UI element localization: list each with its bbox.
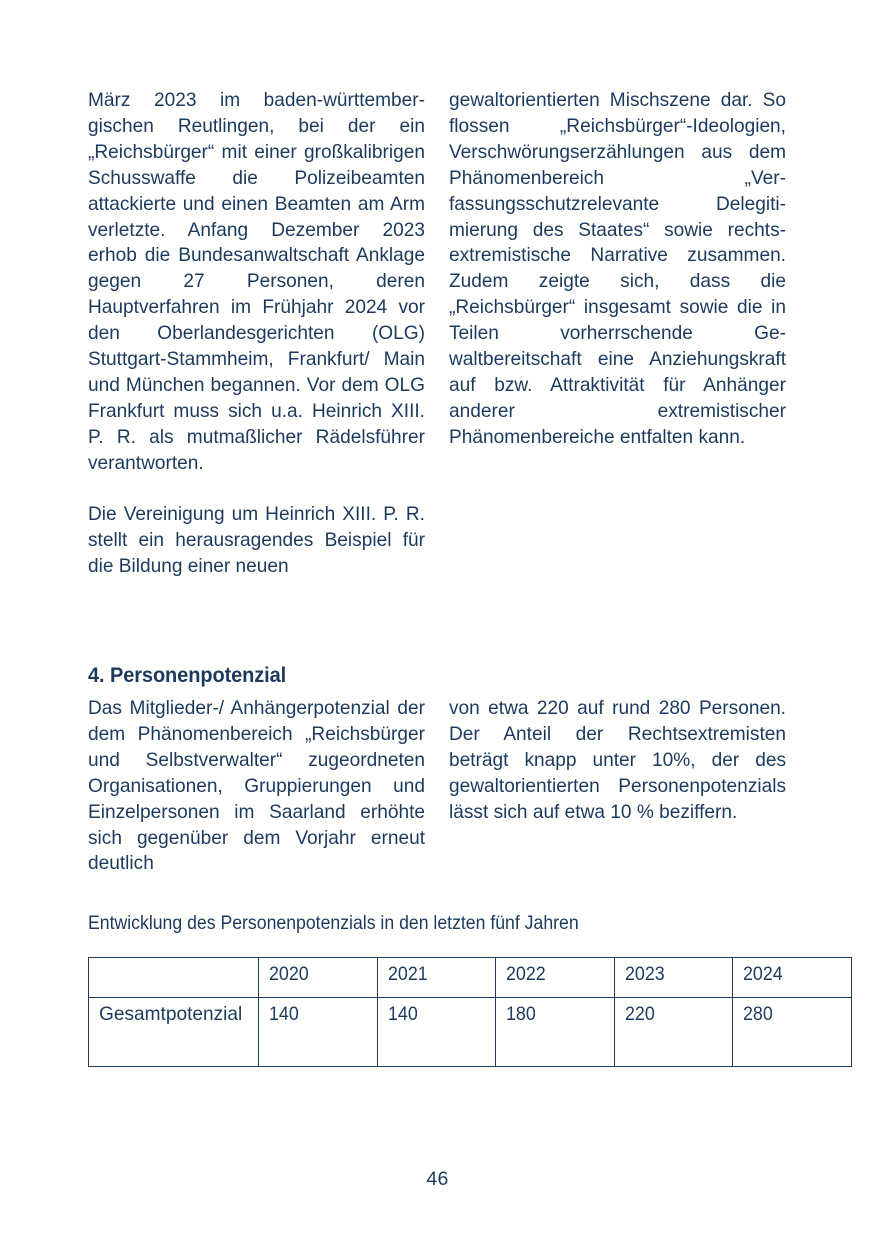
cell-value: 180 (506, 1004, 536, 1025)
table-cell-2020 (259, 998, 378, 1067)
cell-value: 140 (269, 1004, 299, 1025)
table-cell-2021 (377, 998, 496, 1067)
table-header-2024 (733, 958, 852, 998)
section-right-column (449, 696, 786, 877)
section-text-columns (88, 696, 786, 877)
personenpotenzial-table-block (88, 912, 786, 1067)
header-year-label: 2024 (743, 964, 783, 985)
table-cell-2024 (733, 998, 852, 1067)
paragraph-left-1: März 2023 im baden-württembergischen Reutlingen, bei der ein „Reichsbürger“ mit einer großkalibrigen Schusswaffe die Polizeibeamten attackierte und einen Beamten am Arm verletzte. Anfang Dezember 2023 erhob die Bundesanwaltschaft Anklage gegen 27 Personen, deren Hauptverfahren im Frühjahr 2024 vor den Oberlandesgerichten (OLG) Stuttgart-Stammheim, Frankfurt/ Main und München begannen. Vor dem OLG Frankfurt muss sich u.a. Heinrich XIII. P. R. als mutmaßlicher Rädelsführer verantworten. (88, 90, 425, 474)
table-cell-2023 (614, 998, 733, 1067)
paragraph-left-2: Die Vereinigung um Heinrich XIII. P. R. stellt ein herausragendes Beispiel für die Bildung einer neuen (88, 504, 425, 578)
page-number: 46 (426, 1168, 449, 1190)
table-row-label-cell (89, 998, 259, 1067)
right-text-column (449, 88, 786, 580)
section-paragraph-right: von etwa 220 auf rund 280 Personen. Der Anteil der Rechtsextremisten beträgt knapp unter 10%, der des gewaltorientierten Personenpotenzials lässt sich auf etwa 10 % beziffern. (449, 698, 786, 823)
cell-value: 140 (387, 1004, 418, 1025)
table-header-2022 (496, 958, 615, 998)
table-header-2023 (614, 958, 733, 998)
header-year-label: 2022 (506, 964, 546, 985)
header-year-label: 2023 (624, 964, 665, 985)
table-row (89, 998, 852, 1067)
table-caption: Entwicklung des Personenpotenzials in den letzten fünf Jahren (88, 913, 579, 934)
table-corner-cell (89, 958, 259, 998)
continued-text-columns (88, 88, 786, 580)
section-paragraph-left: Das Mitglieder-/ Anhängerpotenzial der dem Phänomenbereich „Reichsbürger und Selbstverwalter“ zugeordneten Organisationen, Gruppierungen und Einzelpersonen im Saarland erhöhte sich gegenüber dem Vorjahr erneut deutlich (88, 698, 425, 875)
table-header-2020 (259, 958, 378, 998)
cell-value: 220 (624, 1004, 655, 1025)
section-heading: 4. Personenpotenzial (88, 663, 287, 687)
table-header-2021 (377, 958, 496, 998)
table-header-row (89, 958, 852, 998)
left-text-column (88, 88, 425, 580)
header-year-label: 2021 (387, 964, 428, 985)
personenpotenzial-table (88, 957, 852, 1067)
paragraph-right-1: gewaltorientierten Mischszene dar. So flossen „Reichsbürger“-Ideologien, Verschwörungserzählungen aus dem Phänomenbereich „Verfassungsschutzrelevante Delegitimierung des Staates“ sowie rechtsextremistische Narrative zusammen. Zudem zeigte sich, dass die „Reichsbürger“ insgesamt sowie die in Teilen vorherrschende Gewaltbereitschaft eine Anziehungskraft auf bzw. Attraktivität für Anhänger anderer extremistischer Phänomenbereiche entfalten kann. (449, 90, 786, 448)
cell-value: 280 (743, 1004, 773, 1025)
table-cell-2022 (496, 998, 615, 1067)
header-year-label: 2020 (269, 964, 309, 985)
row-label: Gesamtpotenzial (99, 1004, 243, 1025)
section-left-column (88, 696, 425, 877)
section-personenpotenzial (88, 662, 786, 877)
